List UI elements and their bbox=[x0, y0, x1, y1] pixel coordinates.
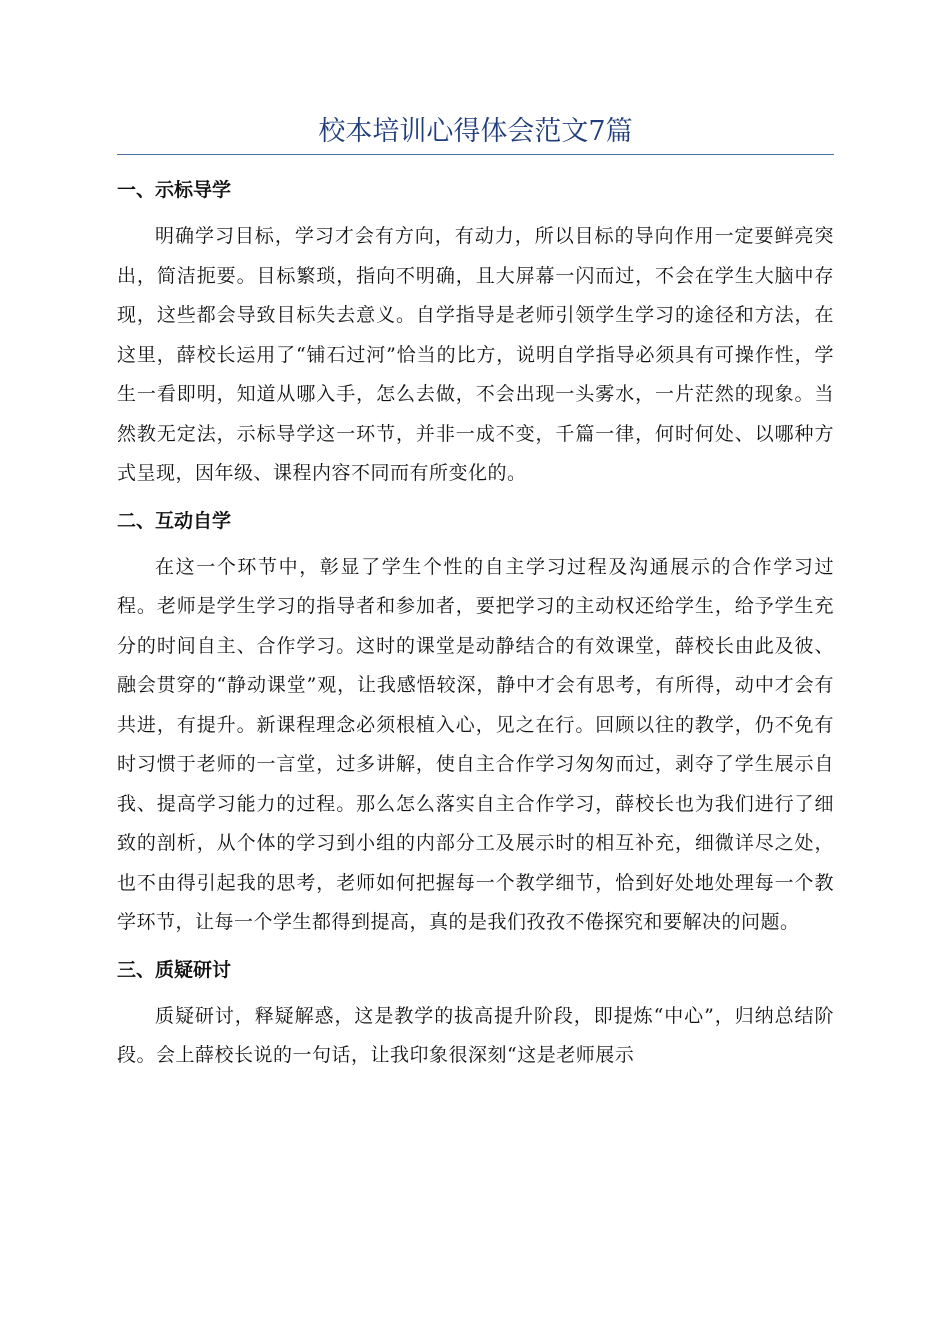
section-heading: 一、示标导学 bbox=[117, 179, 232, 201]
section-3 bbox=[117, 953, 834, 1076]
section-1 bbox=[117, 173, 834, 494]
section-paragraph: 明确学习目标，学习才会有方向，有动力，所以目标的导向作用一定要鲜亮突出，简洁扼要。目标繁琐，指向不明确，且大屏幕一闪而过，不会在学生大脑中存现，这些都会导致目标失去意义。自学指导是老师引领学生学习的途径和方法，在这里，薛校长运用了“铺石过河”恰当的比方，说明自学指导必须具有可操作性，学生一看即明，知道从哪入手，怎么去做，不会出现一头雾水，一片茫然的现象。当然教无定法，示标导学这一环节，并非一成不变，千篇一律，何时何处、以哪种方式呈现，因年级、课程内容不同而有所变化的。 bbox=[117, 225, 834, 484]
section-2 bbox=[117, 504, 834, 943]
section-paragraph: 在这一个环节中，彰显了学生个性的自主学习过程及沟通展示的合作学习过程。老师是学生学习的指导者和参加者，要把学习的主动权还给学生，给予学生充分的时间自主、合作学习。这时的课堂是动静结合的有效课堂，薛校长由此及彼、融会贯穿的“静动课堂”观，让我感悟较深，静中才会有思考，有所得，动中才会有共进，有提升。新课程理念必须根植入心，见之在行。回顾以往的教学，仍不免有时习惯于老师的一言堂，过多讲解，使自主合作学习匆匆而过，剥夺了学生展示自我、提高学习能力的过程。那么怎么落实自主合作学习，薛校长也为我们进行了细致的剖析，从个体的学习到小组的内部分工及展示时的相互补充，细微详尽之处，也不由得引起我的思考，老师如何把握每一个教学细节，恰到好处地处理每一个教学环节，让每一个学生都得到提高，真的是我们孜孜不倦探究和要解决的问题。 bbox=[117, 555, 834, 933]
section-heading: 三、质疑研讨 bbox=[117, 958, 232, 981]
title-underline bbox=[117, 154, 834, 155]
section-paragraph: 质疑研讨，释疑解惑，这是教学的拔高提升阶段，即提炼“中心”，归纳总结阶段。会上薛校长说的一句话，让我印象很深刻“这是老师展示 bbox=[117, 1004, 834, 1066]
document-title: 校本培训心得体会范文7篇 bbox=[318, 116, 633, 147]
document-page bbox=[117, 112, 834, 1086]
section-heading: 二、互动自学 bbox=[117, 509, 232, 532]
